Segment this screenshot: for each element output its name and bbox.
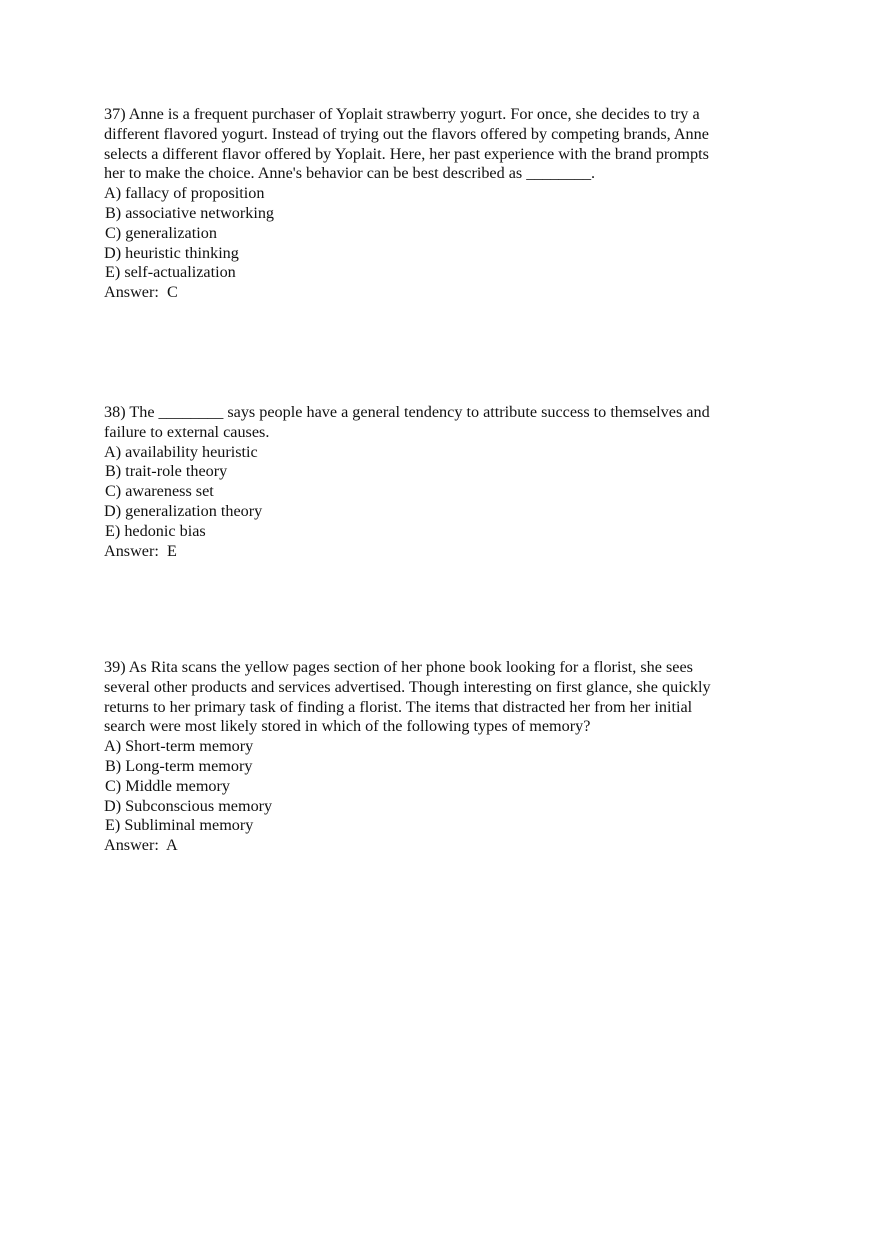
answer-key: Answer: C [104,283,178,302]
answer-choice-e: E) Subliminal memory [105,816,254,835]
question-stem-line: different flavored yogurt. Instead of trying out the flavors offered by competing brands, Anne [104,124,709,143]
answer-choice-a: A) availability heuristic [104,442,258,461]
question-stem-line: several other products and services advertised. Though interesting on first glance, she quickly [104,677,711,696]
question-stem-line: selects a different flavor offered by Yoplait. Here, her past experience with the brand prompts [104,144,709,163]
question-number: 37) [104,105,126,123]
answer-key: Answer: E [104,541,177,560]
question-39 [104,658,764,856]
question-37 [104,105,764,303]
question-number: 39) [104,658,126,676]
answer-choice-c: C) awareness set [105,482,214,501]
question-stem-line: 37) Anne is a frequent purchaser of Yoplait strawberry yogurt. For once, she decides to try a [104,105,700,123]
answer-choice-a: A) Short-term memory [104,737,254,756]
answer-choice-c: C) generalization [105,223,217,242]
question-number: 38) [104,403,126,421]
answer-key: Answer: A [104,836,178,855]
question-stem-line: returns to her primary task of finding a florist. The items that distracted her from her initial [104,697,693,716]
answer-choice-b: B) trait-role theory [105,462,228,481]
question-stem-line: her to make the choice. Anne's behavior can be best described as ________. [104,164,596,183]
question-stem-line: search were most likely stored in which of the following types of memory? [104,717,591,736]
question-stem-line: 38) The ________ says people have a general tendency to attribute success to themselves and [104,403,710,421]
answer-choice-e: E) self-actualization [105,263,236,282]
answer-choice-d: D) heuristic thinking [104,243,239,262]
answer-choice-e: E) hedonic bias [105,521,206,540]
answer-choice-b: B) associative networking [105,203,275,222]
answer-choice-d: D) Subconscious memory [104,796,273,815]
answer-choice-d: D) generalization theory [104,501,263,520]
answer-choice-c: C) Middle memory [105,776,230,795]
question-stem-line: 39) As Rita scans the yellow pages section of her phone book looking for a florist, she sees [104,658,693,676]
question-38 [104,403,764,561]
answer-choice-b: B) Long-term memory [105,756,253,775]
question-stem-line: failure to external causes. [104,422,270,441]
answer-choice-a: A) fallacy of proposition [104,184,265,203]
